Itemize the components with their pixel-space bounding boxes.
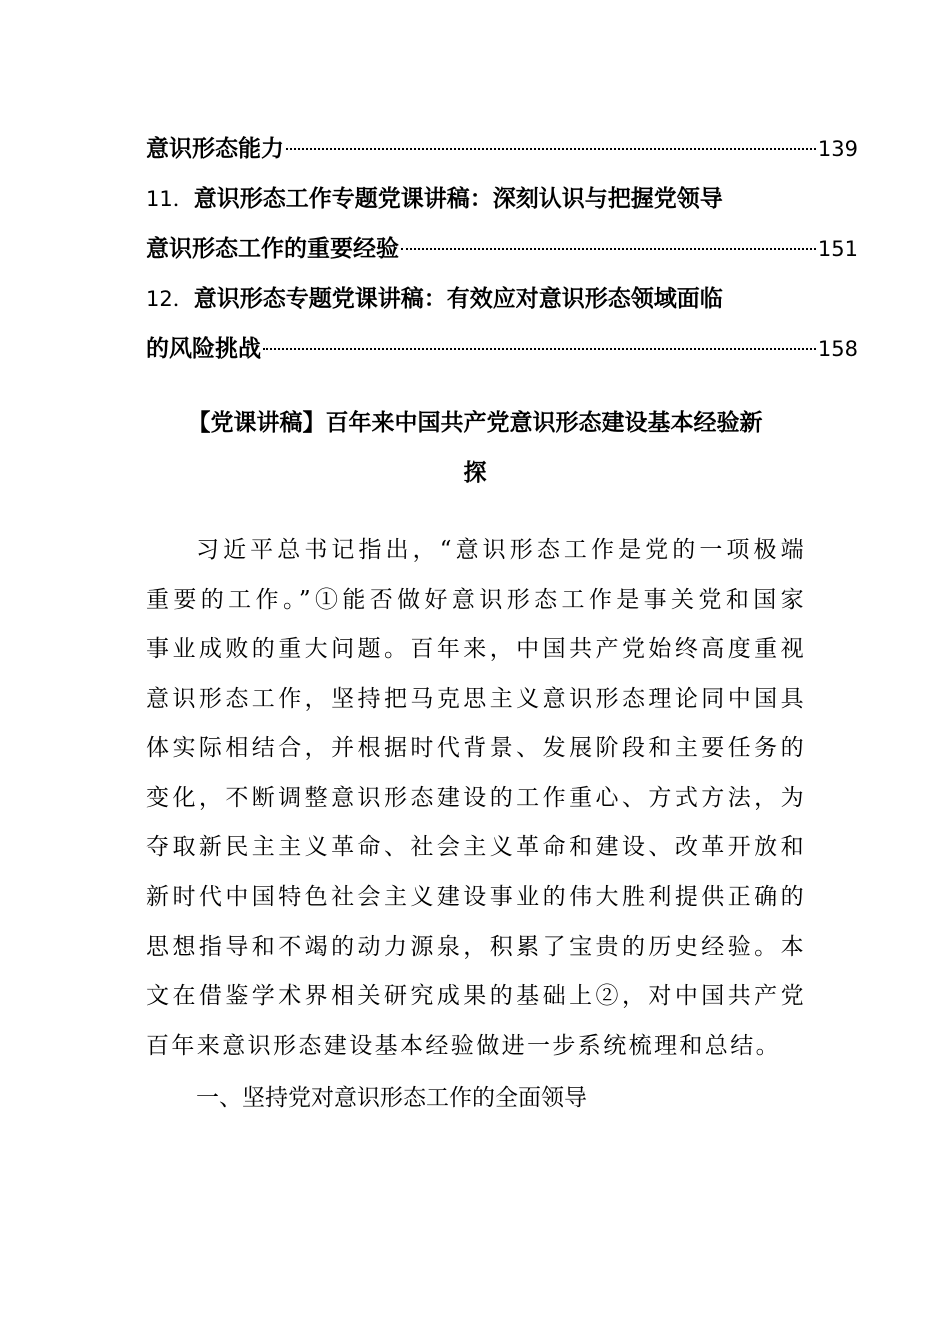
body-text-line: 重要的工作。”①能否做好意识形态工作是事关党和国家: [146, 587, 806, 613]
toc-entry-text: 的风险挑战: [146, 335, 261, 362]
toc-leader-dots: [286, 148, 816, 150]
toc-entry-text: 意识形态能力: [146, 135, 284, 162]
toc-entry-11-line2[interactable]: [146, 229, 858, 269]
toc-entry-text: 意识形态专题党课讲稿：有效应对意识形态领域面临: [193, 285, 723, 312]
article-title-line2: 探: [463, 460, 487, 486]
body-text-line: 夺取新民主主义革命、社会主义革命和建设、改革开放和: [146, 834, 806, 860]
section-heading: 一、坚持党对意识形态工作的全面领导: [196, 1085, 587, 1111]
body-text-line: 体实际相结合，并根据时代背景、发展阶段和主要任务的: [146, 735, 806, 761]
article-title-line1: 【党课讲稿】百年来中国共产党意识形态建设基本经验新: [187, 410, 763, 436]
toc-entry-text: 意识形态工作的重要经验: [146, 235, 399, 262]
toc-page-number: 158: [817, 337, 858, 361]
body-text-line: 意识形态工作，坚持把马克思主义意识形态理论同中国具: [146, 686, 806, 712]
toc-leader-dots: [263, 348, 816, 350]
toc-entry-12-line1[interactable]: [146, 279, 858, 319]
toc-entry-11-line1[interactable]: [146, 179, 858, 219]
toc-page-number: 139: [817, 137, 858, 161]
toc-leader-dots: [401, 248, 816, 250]
toc-entry-number: 12．: [146, 287, 194, 311]
toc-page-number: 151: [817, 237, 858, 261]
toc-entry-text: 意识形态工作专题党课讲稿：深刻认识与把握党领导: [193, 185, 723, 212]
body-text-line: 变化，不断调整意识形态建设的工作重心、方式方法，为: [146, 785, 806, 811]
toc-entry-12-line2[interactable]: [146, 329, 858, 369]
body-text-line: 文在借鉴学术界相关研究成果的基础上②，对中国共产党: [146, 983, 806, 1009]
body-text-line: 习近平总书记指出，“意识形态工作是党的一项极端: [196, 537, 806, 563]
body-text-line: 思想指导和不竭的动力源泉，积累了宝贵的历史经验。本: [146, 934, 806, 960]
toc-entry-continuation[interactable]: [146, 129, 858, 169]
body-text-line: 百年来意识形态建设基本经验做进一步系统梳理和总结。: [146, 1033, 781, 1059]
body-text-line: 事业成败的重大问题。百年来，中国共产党始终高度重视: [146, 636, 806, 662]
toc-entry-number: 11．: [146, 187, 194, 211]
body-text-line: 新时代中国特色社会主义建设事业的伟大胜利提供正确的: [146, 884, 806, 910]
